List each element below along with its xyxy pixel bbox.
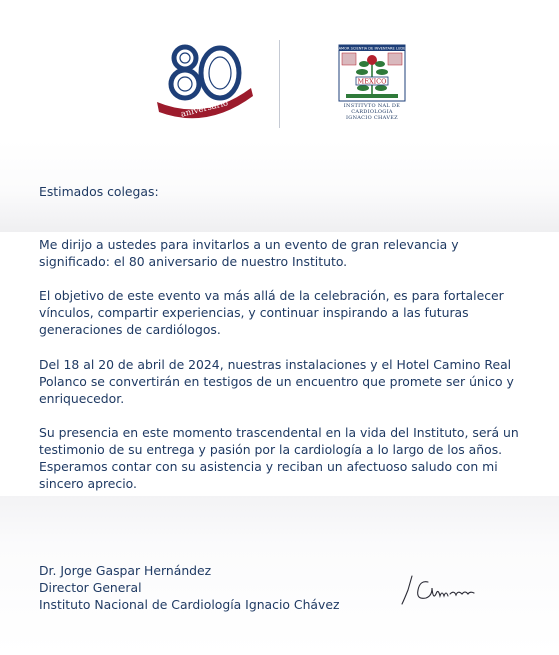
institute-caption bbox=[340, 103, 404, 121]
ribbon-text: aniversario bbox=[179, 98, 230, 120]
paragraph-invitation: Me dirijo a ustedes para invitarlos a un evento de gran relevancia y significado: el 80 aniversario de nuestro Instituto. bbox=[39, 237, 459, 269]
paragraph-dates: Del 18 al 20 de abril de 2024, nuestras instalaciones y el Hotel Camino Real Polanco se convertirán en testigos de un encuentro que promete ser único y enriquecedor. bbox=[39, 357, 514, 406]
paragraph-closing: Su presencia en este momento trascendental en la vida del Instituto, será un testimonio de su entrega y pasión por la cardiología a lo largo de los años. Esperamos contar con su asistencia y reciban un afectuoso saludo con mi sincero aprecio. bbox=[39, 425, 519, 491]
seal-top-text: AMOR SCIENTIA DE INVENTARE LUDE bbox=[338, 46, 406, 51]
paragraph-objective: El objetivo de este evento va más allá de la celebración, es para fortalecer vínculos, compartir experiencias, y continuar inspirando a las futuras generaciones de cardiólogos. bbox=[39, 288, 504, 337]
handwritten-signature bbox=[398, 572, 478, 608]
signature-block bbox=[39, 562, 339, 613]
signer-institution: Instituto Nacional de Cardiología Ignacio Chávez bbox=[39, 597, 340, 612]
signer-name: Dr. Jorge Gaspar Hernández bbox=[39, 563, 212, 578]
header-divider bbox=[279, 40, 280, 128]
anniversary-80-logo bbox=[155, 40, 255, 125]
institute-caption-line: INSTITVTO NAL DE bbox=[343, 103, 401, 109]
signer-title: Director General bbox=[39, 580, 142, 595]
seal-word: MEXICO bbox=[357, 77, 387, 86]
greeting: Estimados colegas: bbox=[39, 184, 159, 199]
institute-caption-line: CARDIOLOGIA bbox=[351, 109, 393, 115]
institute-caption-line: IGNACIO CHAVEZ bbox=[346, 115, 398, 121]
